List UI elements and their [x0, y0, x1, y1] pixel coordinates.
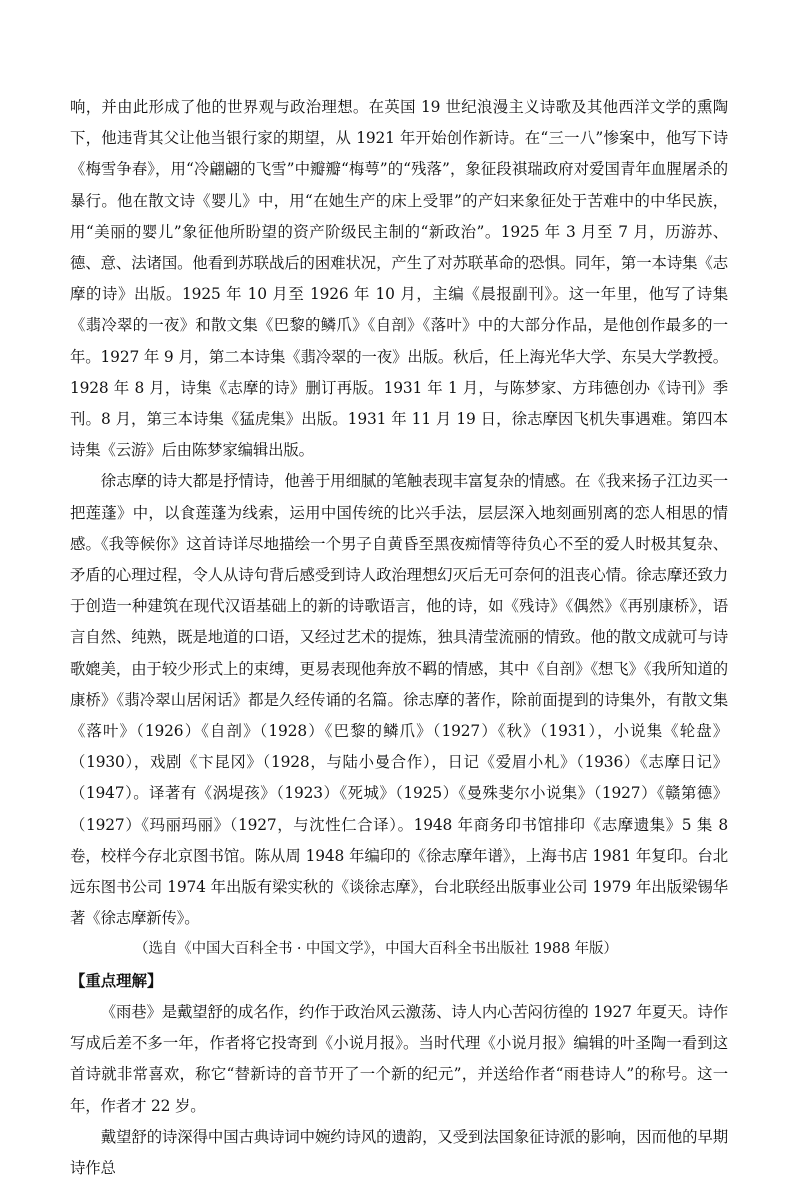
paragraph-dai-wangshu-style: 戴望舒的诗深得中国古典诗词中婉约诗风的遗韵，又受到法国象征诗派的影响，因而他的早期诗作总 — [70, 1127, 728, 1177]
source-citation: （选自《中国大百科全书 · 中国文学》，中国大百科全书出版社 1988 年版） — [134, 941, 618, 958]
paragraph-xu-zhimo-works: 徐志摩的诗大都是抒情诗，他善于用细腻的笔触表现丰富复杂的情感。在《我来扬子江边买一把莲蓬》中，以食莲蓬为线索，运用中国传统的比兴手法，层层深入地刻画别离的恋人相思的情感。《我等候你》这首诗详尽地描绘一个男子自黄昏至黑夜痴情等待负心不至的爱人时极其复杂、矛盾的心理过程，令人从诗句背后感受到诗人政治理想幻灭后无可奈何的沮丧心情。徐志摩还致力于创造一种建筑在现代汉语基础上的新的诗歌语言，他的诗，如《残诗》《偶然》《再别康桥》，语言自然、纯熟，既是地道的口语，又经过艺术的提炼，独具清莹流丽的情致。他的散文成就可与诗歌媲美，由于较少形式上的束缚，更易表现他奔放不羁的情感，其中《自剖》《想飞》《我所知道的康桥》《翡冷翠山居闲话》都是久经传诵的名篇。徐志摩的著作，除前面提到的诗集外，有散文集《落叶》（1926）《自剖》（1928）《巴黎的鳞爪》（1927）《秋》（1931），小说集《轮盘》（1930），戏剧《卞昆冈》（1928，与陆小曼合作），日记《爱眉小札》（1936）《志摩日记》（1947）。译著有《涡堤孩》（1923）《死城》（1925）《曼殊斐尔小说集》（1927）《赣第德》（1927）《玛丽玛丽》（1927，与沈性仁合译）。1948 年商务印书馆排印《志摩遗集》5 集 8 卷，校样今存北京图书馆。陈从周 1948 年编印的《徐志摩年谱》，上海书店 1981 年复印。台北远东图书公司 1974 年出版有梁实秋的《谈徐志摩》，台北联经出版事业公司 1979 年出版梁锡华著《徐志摩新传》。 — [70, 472, 728, 928]
document-page — [70, 92, 728, 1184]
section-heading-key-understanding: 【重点理解】 — [70, 971, 163, 990]
paragraph-xu-zhimo-biography: 响，并由此形成了他的世界观与政治理想。在英国 19 世纪浪漫主义诗歌及其他西洋文学的熏陶下，他违背其父让他当银行家的期望，从 1921 年开始创作新诗。在“三一八”惨案中，他写下诗《梅雪争春》，用“冷翩翩的飞雪”中瓣瓣“梅萼”的“残落”，象征段祺瑞政府对爱国青年血腥屠杀的暴行。他在散文诗《婴儿》中，用“在她生产的床上受罪”的产妇来象征处于苦难中的中华民族，用“美丽的婴儿”象征他所盼望的资产阶级民主制的“新政治”。1925 年 3 月至 7 月，历游苏、德、意、法诸国。他看到苏联战后的困难状况，产生了对苏联革命的恐惧。同年，第一本诗集《志摩的诗》出版。1925 年 10 月至 1926 年 10 月，主编《晨报副刊》。这一年里，他写了诗集《翡冷翠的一夜》和散文集《巴黎的鳞爪》《自剖》《落叶》中的大部分作品，是他创作最多的一年。1927 年 9 月，第二本诗集《翡冷翠的一夜》出版。秋后，任上海光华大学、东吴大学教授。1928 年 8 月，诗集《志摩的诗》删订再版。1931 年 1 月，与陈梦家、方玮德创办《诗刊》季刊。8 月，第三本诗集《猛虎集》出版。1931 年 11 月 19 日，徐志摩因飞机失事遇难。第四本诗集《云游》后由陈梦家编辑出版。 — [70, 98, 728, 460]
paragraph-rain-alley-intro: 《雨巷》是戴望舒的成名作，约作于政治风云激荡、诗人内心苦闷彷徨的 1927 年夏天。诗作写成后差不多一年，作者将它投寄到《小说月报》。当时代理《小说月报》编辑的叶圣陶一看到这首诗就非常喜欢，称它“替新诗的音节开了一个新的纪元”，并送给作者“雨巷诗人”的称号。这一年，作者才 22 岁。 — [70, 1002, 728, 1115]
